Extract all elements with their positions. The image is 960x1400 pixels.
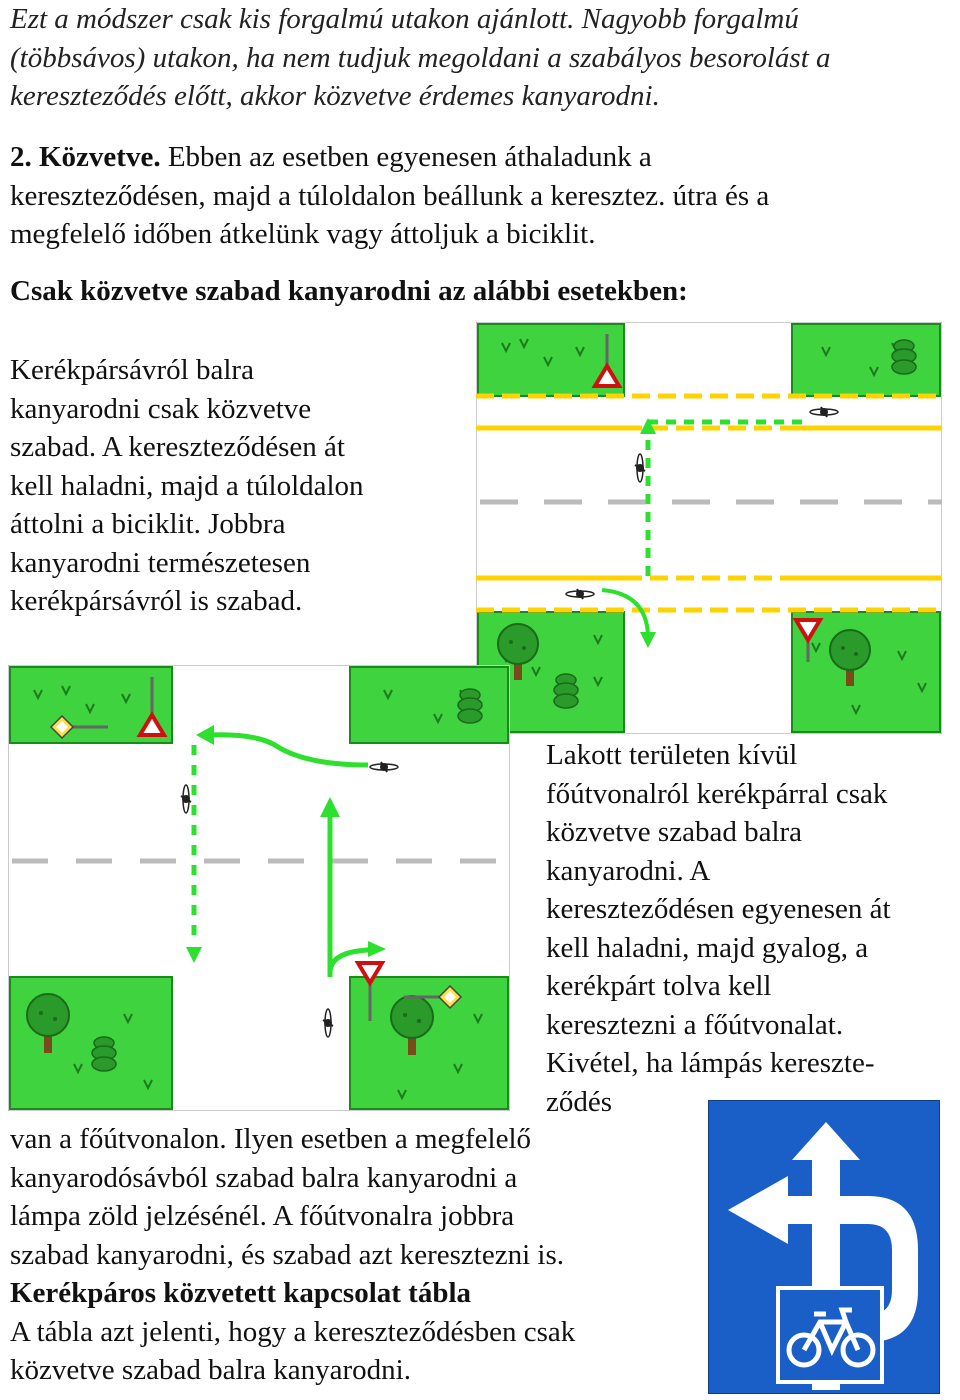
intro-paragraph <box>10 0 955 116</box>
case-2-line: kanyarodni. A <box>546 854 711 887</box>
case-2-line: kell haladni, majd gyalog, a <box>546 931 869 964</box>
intersection-diagram-bike-lane <box>476 322 942 734</box>
indirect-turn-sign <box>708 1100 940 1394</box>
sign-section-line: A tábla azt jelenti, hogy a kereszteződésben csak <box>10 1315 576 1348</box>
section-2-line: kereszteződésen, majd a túloldalon beállunk a keresztez. útra és a <box>10 179 770 212</box>
section-2-number: 2. Közvetve. <box>10 141 161 173</box>
grass-corner <box>792 324 940 396</box>
case-1-line: kanyarodni természetesen <box>10 546 311 579</box>
intro-line: kereszteződés előtt, akkor közvetve érdemes kanyarodni. <box>10 80 660 112</box>
section-2-paragraph <box>10 138 955 254</box>
case-1-line: áttolni a biciklit. Jobbra <box>10 508 286 540</box>
section-2-line: Ebben az esetben egyenesen áthaladunk a <box>160 141 652 173</box>
case-2-cont-line: van a főútvonalon. Ilyen esetben a megfelelő <box>10 1123 531 1155</box>
case-2-line: keresztezni a főútvonalat. <box>546 1008 844 1041</box>
case-2-line: kereszteződésen egyenesen át <box>546 893 891 925</box>
case-2-cont-line: kanyarodósávból szabad balra kanyarodni a <box>10 1161 518 1194</box>
case-1-line: kerékpársávról is szabad. <box>10 585 303 617</box>
bush-icon <box>92 1037 116 1071</box>
bush-icon <box>892 340 916 374</box>
case-2-cont-line: lámpa zöld jelzésénél. A főútvonalra jobbra <box>10 1200 515 1232</box>
case-1-line: kanyarodni csak közvetve <box>10 392 312 425</box>
case-2-cont-line: szabad kanyarodni, és szabad azt keresztezni is. <box>10 1238 564 1271</box>
case-2-line: ződés <box>546 1085 613 1118</box>
sign-section-line: közvetve szabad balra kanyarodni. <box>10 1354 411 1386</box>
case-2-continuation <box>10 1120 700 1390</box>
case-1-text <box>10 351 470 621</box>
sign-section-title: Kerékpáros közvetett kapcsolat tábla <box>10 1277 471 1309</box>
case-2-line: közvetve szabad balra <box>546 816 803 848</box>
cases-heading: Csak közvetve szabad kanyarodni az alábbi esetekben: <box>10 275 688 307</box>
case-1-line: kell haladni, majd a túloldalon <box>10 469 364 502</box>
case-2-line: kerékpárt tolva kell <box>546 970 772 1002</box>
section-2-line: megfelelő időben átkelünk vagy áttoljuk a biciklit. <box>10 218 596 250</box>
case-1-line: Kerékpársávról balra <box>10 354 254 386</box>
case-2-line: Kivétel, ha lámpás kereszte- <box>546 1047 875 1079</box>
case-2-text <box>546 736 956 1121</box>
intro-line: Ezt a módszer csak kis forgalmú utakon ajánlott. Nagyobb forgalmú <box>10 3 799 35</box>
case-1-line: szabad. A kereszteződésen át <box>10 431 345 463</box>
case-2-line: főútvonalról kerékpárral csak <box>546 777 888 810</box>
grass-corner <box>350 667 508 743</box>
intersection-diagram-main-road <box>8 665 510 1111</box>
intro-line: (többsávos) utakon, ha nem tudjuk megoldani a szabályos besorolást a <box>10 41 831 74</box>
bush-icon <box>554 674 578 708</box>
bush-icon <box>458 689 482 723</box>
case-2-line: Lakott területen kívül <box>546 739 798 771</box>
